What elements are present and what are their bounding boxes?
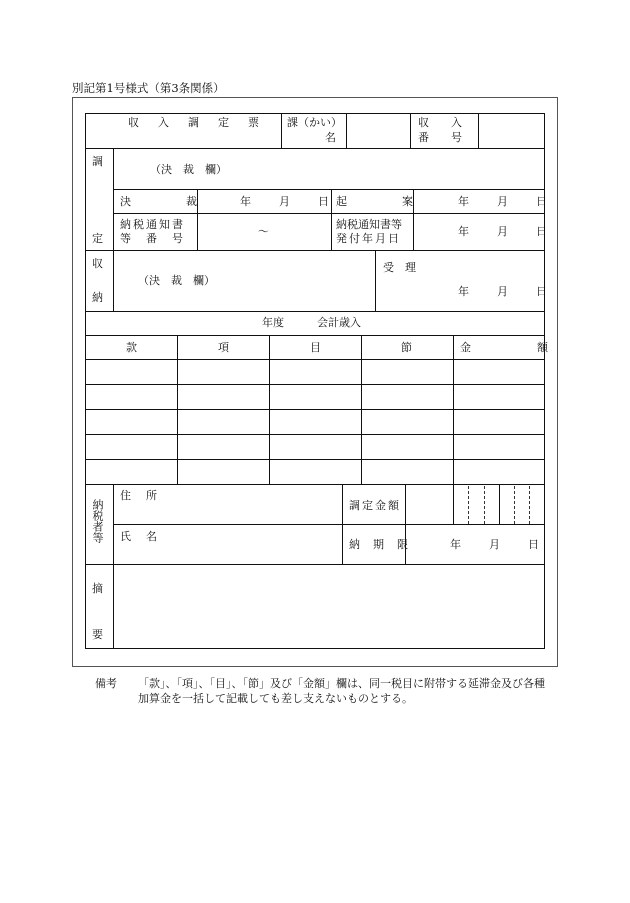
shimei-label: 氏 名: [120, 530, 159, 543]
kian-date[interactable]: 年 月 日: [458, 195, 549, 208]
tekiyo-field[interactable]: [114, 565, 544, 648]
kian-label: 起 案: [336, 195, 413, 208]
table-row[interactable]: [86, 360, 544, 384]
col-kingaku: 金 額: [460, 341, 548, 354]
form-title: 収 入 調 定 票: [128, 116, 263, 129]
noki-date[interactable]: 年 月 日: [450, 538, 541, 551]
table-row[interactable]: [86, 410, 544, 434]
nozei-tsuchisho-label: 納税通知書: [120, 218, 185, 231]
tekiyo-label-2: 要: [92, 628, 103, 641]
nendo-kaikei-label: 年度 会計歳入: [262, 316, 361, 329]
nozei-nengappi-label-2: 発付年月日: [336, 232, 401, 245]
nozeisha-side-label: 納税者等: [91, 499, 104, 543]
shunyu-label: 収 入: [418, 116, 462, 129]
juri-date[interactable]: 年 月 日: [458, 285, 549, 298]
table-row[interactable]: [86, 460, 544, 484]
col-moku: 目: [310, 341, 321, 354]
tekiyo-label: 摘: [92, 582, 103, 595]
noki-label: 納 期 限: [349, 538, 409, 551]
table-row[interactable]: [86, 435, 544, 459]
chotei-side-label: 調: [92, 155, 103, 168]
chotei-side-label-2: 定: [92, 232, 103, 245]
chotei-kingaku-field[interactable]: [405, 484, 545, 525]
col-setsu: 節: [401, 341, 412, 354]
table-row[interactable]: [86, 385, 544, 409]
kessai-ran-label: （決 裁 欄）: [150, 163, 227, 176]
nozei-tsuchisho-label-2: 等 番 号: [120, 232, 185, 245]
hatsufu-date[interactable]: 年 月 日: [458, 225, 549, 238]
ka-label: 課（かい）: [287, 116, 342, 129]
ka-name-field[interactable]: [347, 114, 410, 147]
chotei-kingaku-label: 調定金額: [349, 499, 401, 512]
shuno-side-label: 収: [92, 257, 103, 270]
shunyu-label-2: 番 号: [418, 131, 462, 144]
form-header: 別記第1号様式（第3条関係）: [72, 81, 225, 95]
kessai-date[interactable]: 年 月 日: [240, 195, 331, 208]
shunyu-number-field[interactable]: [479, 114, 544, 147]
col-kan: 款: [126, 341, 137, 354]
col-ko: 項: [218, 341, 229, 354]
biko-label: 備考: [95, 677, 117, 690]
nozei-nengappi-label: 納税通知書等: [336, 218, 402, 231]
biko-text: 「款」、「項」、「目」、「節」及び「金額」欄は、同一税目に附帯する延滞金及び各種加算金を一括して記載しても差し支えないものとする。: [138, 677, 545, 705]
kessai-ran-label-2: （決 裁 欄）: [138, 274, 215, 287]
jusho-label: 住 所: [120, 489, 159, 502]
juri-label: 受 理: [383, 261, 416, 274]
kessai-label: 決 裁: [120, 195, 197, 208]
shuno-side-label-2: 納: [92, 291, 103, 304]
ka-label-2: 名: [325, 131, 336, 144]
tilde: ～: [258, 225, 269, 238]
